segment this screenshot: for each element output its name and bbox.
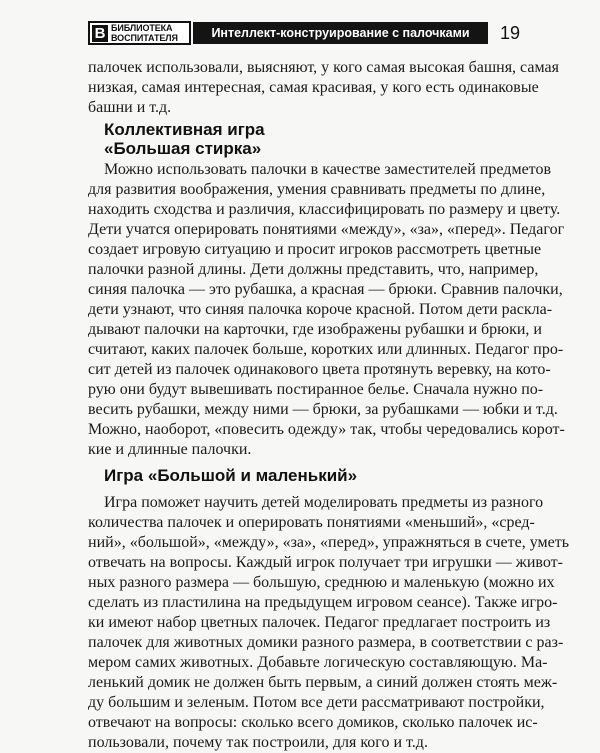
text-line: ки имеют набор цветных палочек. Педагог предлагает построить из <box>88 614 551 631</box>
logo-text <box>111 24 178 43</box>
section-title-banner: Интеллект-конструирование с палочками <box>193 22 488 44</box>
text-line: сит детей из палочек одинакового цвета протянуть веревку, на кото- <box>88 361 551 378</box>
text-line: дывают палочки на карточки, где изображены рубашки и брюки, и <box>88 321 542 338</box>
text-line: рую они будут вывешивать постиранное белье. Сначала нужно по- <box>88 381 544 398</box>
section-heading: «Большая стирка» <box>104 139 262 158</box>
text-line: палочек для животных домики разного размера, в соответствии с раз- <box>88 634 564 651</box>
text-line: ленький домик не должен быть первым, а синий должен стоять меж- <box>88 674 558 691</box>
text-line: Можно, наоборот, «повесить одежду» так, чтобы чередовались корот- <box>88 421 565 438</box>
text-line: считают, каких палочек больше, коротких или длинных. Педагог про- <box>88 341 564 358</box>
text-line: кие и длинные палочки. <box>88 441 252 458</box>
text-line: создает игровую ситуацию и просит игроков рассмотреть цветные <box>88 241 542 258</box>
running-header <box>88 20 520 47</box>
text-line: сделать из пластилина на предыдущем игровом сеансе). Также игро- <box>88 594 558 611</box>
text-line: Игра поможет научить детей моделировать предметы из разного <box>104 494 544 511</box>
section-heading: Коллективная игра <box>104 120 265 139</box>
text-line: башни и т.д. <box>88 99 172 116</box>
text-line: дети узнают, что синяя палочка короче красной. Потом дети раскла- <box>88 301 553 318</box>
text-line: пользовали, почему так построили, для кого и т.д. <box>88 734 428 751</box>
text-line: низкая, самая интересная, самая красивая, у кого есть одинаковые <box>88 79 539 96</box>
text-line: отвечают на вопросы: сколько всего домиков, сколько палочек ис- <box>88 714 538 731</box>
section-heading: Игра «Большой и маленький» <box>104 466 358 485</box>
logo-letter: В <box>92 25 108 42</box>
logo-line-1: БИБЛИОТЕКА <box>111 23 173 33</box>
text-line: весить рубашки, между ними — брюки, за рубашками — юбки и т.д. <box>88 401 558 418</box>
text-line: для развития воображения, умения сравнивать предметы по длине, <box>88 181 546 198</box>
text-line: находить сходства и различия, классифицировать по размеру и цвету. <box>88 201 561 218</box>
text-line: синяя палочка — это рубашка, а красная — брюки. Сравнив палочки, <box>88 281 563 298</box>
text-line: палочек использовали, выясняют, у кого самая высокая башня, самая <box>88 59 559 76</box>
text-line: палочки разной длины. Дети должны представить, что, например, <box>88 261 539 278</box>
text-line: Дети учатся оперировать понятиями «между», «за», «перед». Педагог <box>88 221 565 238</box>
logo-line-2: ВОСПИТАТЕЛЯ <box>111 32 178 43</box>
text-line: ний», «большой», «между», «за», «перед», упражняться в счете, уметь <box>88 534 569 551</box>
series-logo <box>88 21 191 45</box>
text-line: ных разного размера — большую, среднюю и маленькую (можно их <box>88 574 555 591</box>
page-number: 19 <box>499 23 520 43</box>
text-line: ду большим и зеленым. Потом все дети рассматривают постройки, <box>88 694 545 711</box>
text-line: количества палочек и оперировать понятиями «меньший», «сред- <box>88 514 535 531</box>
text-line: мером самих животных. Добавьте логическую составляющую. Ма- <box>88 654 548 671</box>
text-line: Можно использовать палочки в качестве заместителей предметов <box>104 161 551 178</box>
text-line: отвечать на вопросы. Каждый игрок получает три игрушки — живот- <box>88 554 563 571</box>
